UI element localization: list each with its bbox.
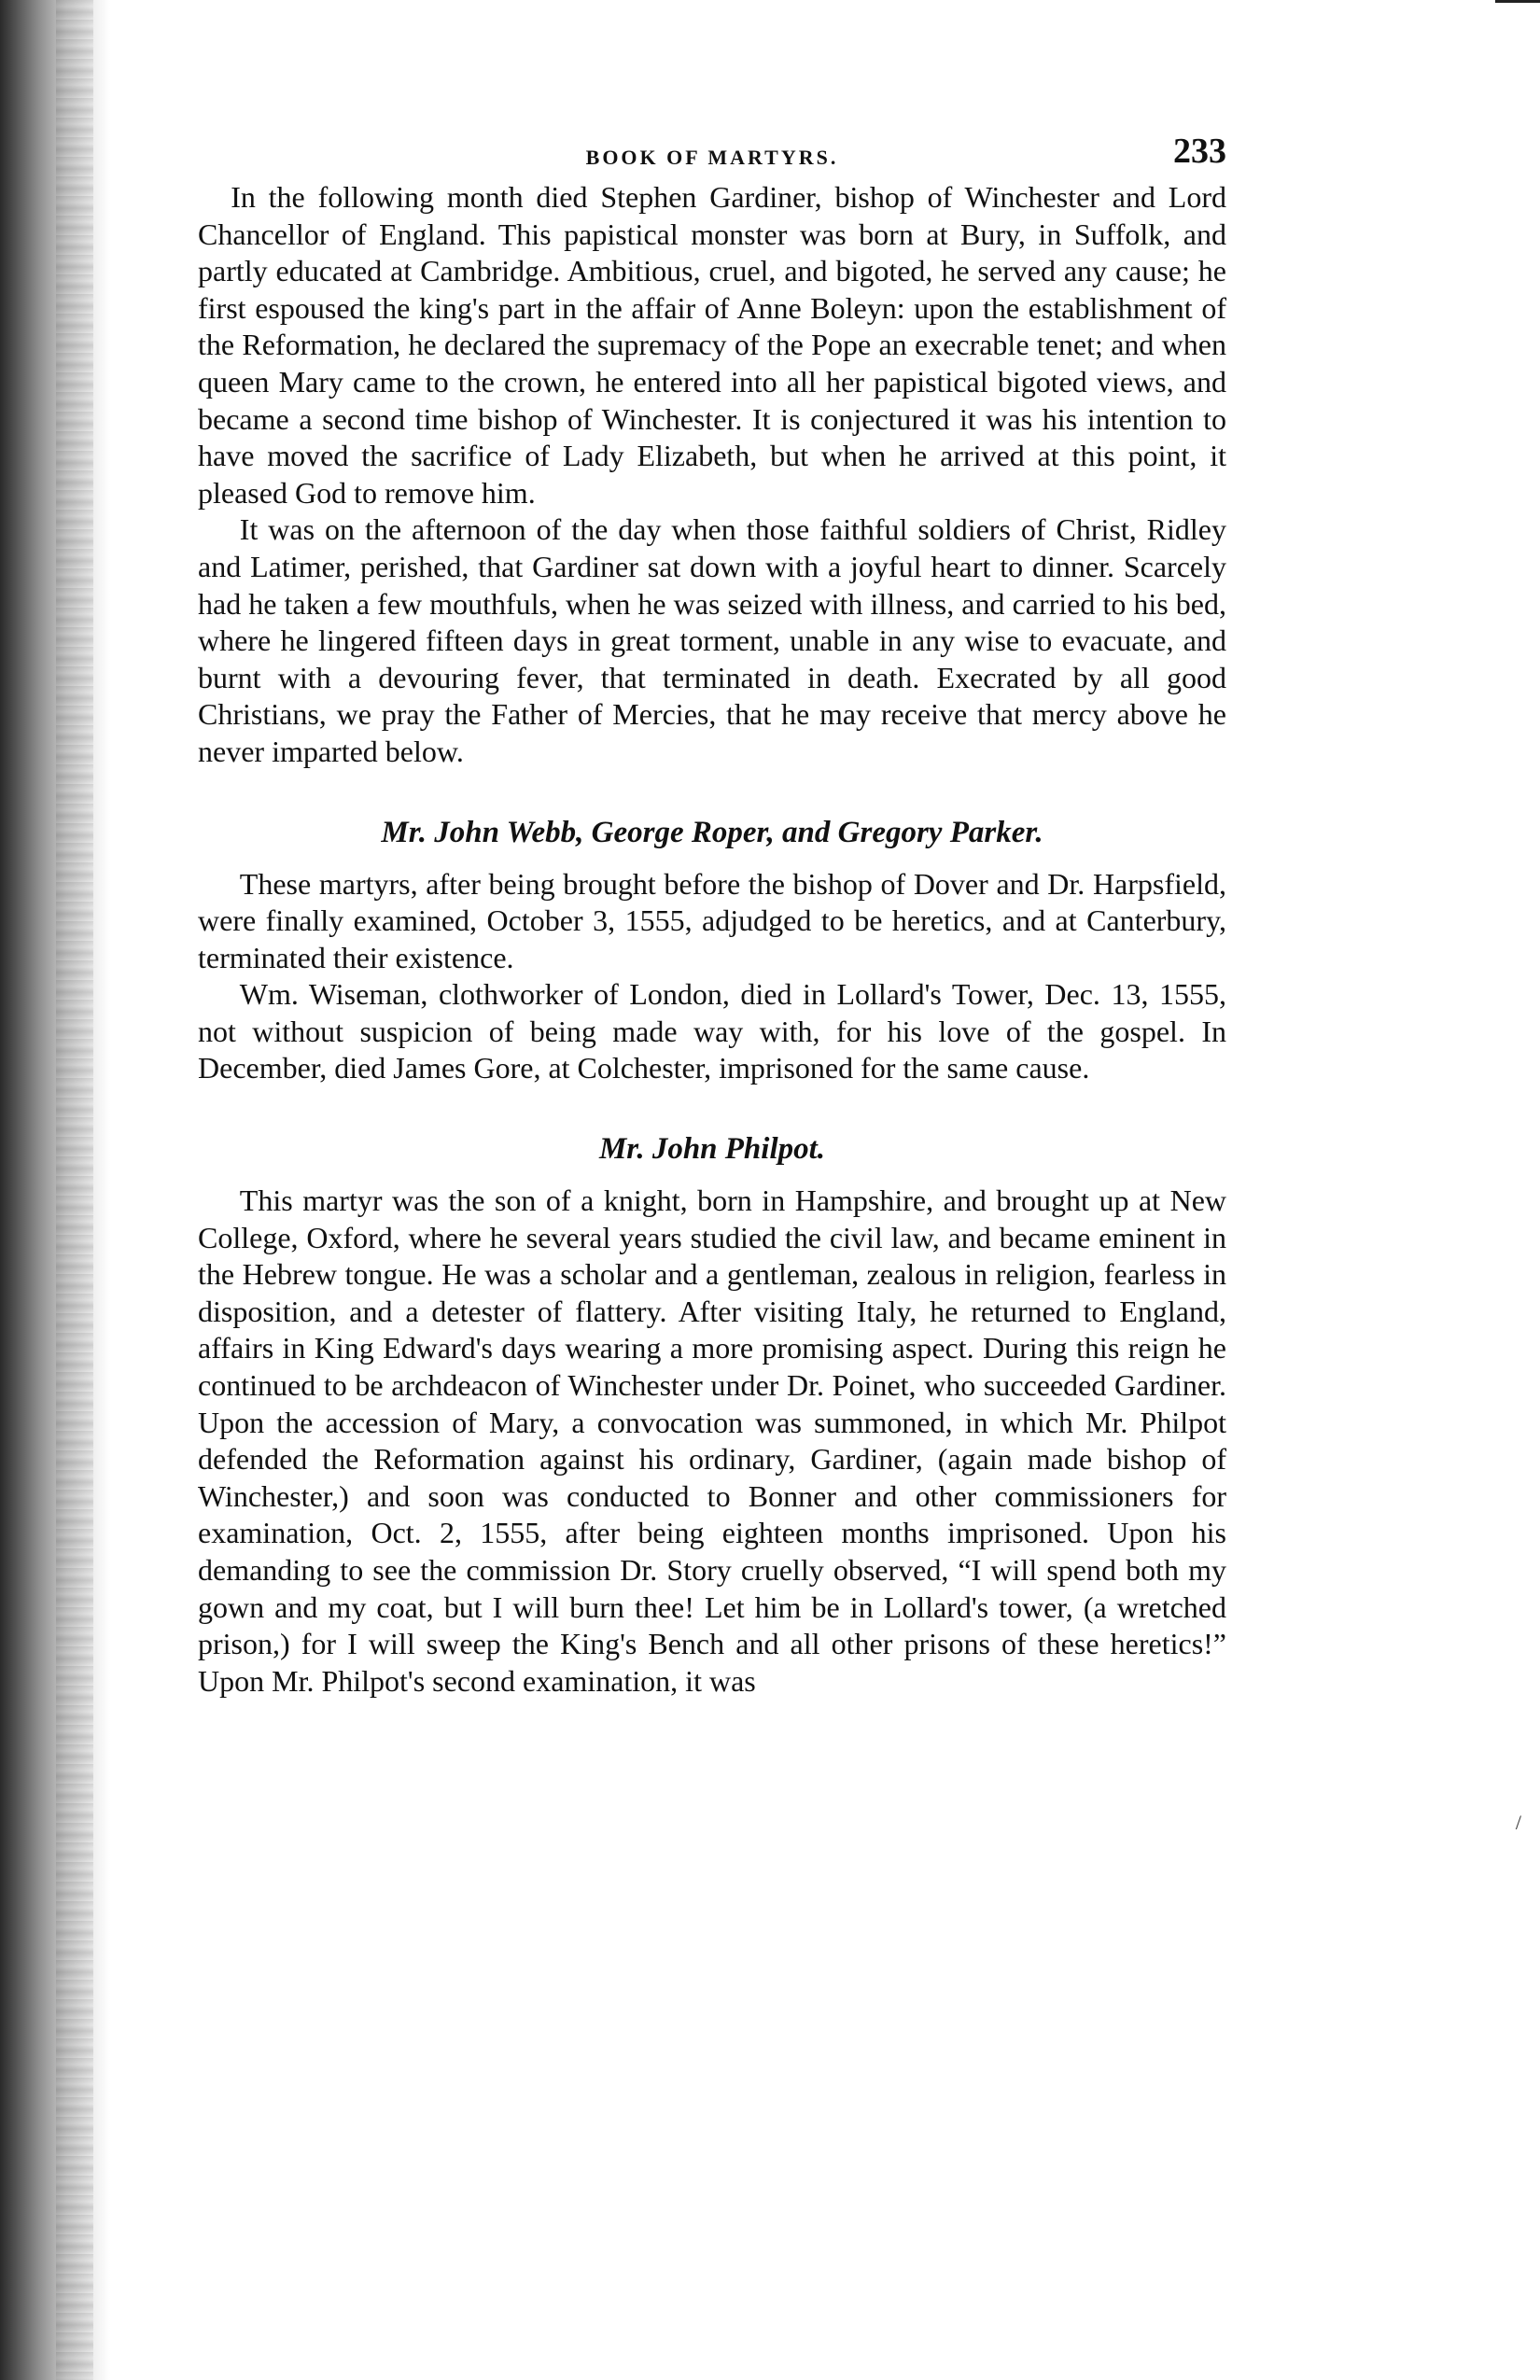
section-heading-philpot: Mr. John Philpot. [598, 1132, 826, 1167]
section-webb-roper-parker [198, 814, 1226, 1088]
binding-gutter-shadow [0, 0, 110, 2380]
section-heading-webb-roper-parker: Mr. John Webb, George Roper, and Gregory Parker. [381, 815, 1043, 849]
paragraph-gardiner-death: In the following month died Stephen Gardiner, bishop of Winchester and Lord Chancellor of England. This papistical monster was born at Bury, in Suffolk, and partly educated at Cambridge. Ambitious, cruel, and bigoted, he served any cause; he first espoused the king's part in the affair of Anne Boleyn: upon the establishment of the Reformation, he declared the supremacy of the Pope an execrable tenet; and when queen Mary came to the crown, he entered into all her papistical bigoted views, and became a second time bishop of Winchester. It is conjectured it was his intention to have moved the sacrifice of Lady Elizabeth, but when he arrived at this point, it pleased God to remove him. [198, 180, 1226, 510]
paragraph-wiseman-gore: Wm. Wiseman, clothworker of London, died in Lollard's Tower, Dec. 13, 1555, not without suspicion of being made way with, for his love of the gospel. In December, died James Gore, at Colchester, imprisoned for the same cause. [198, 977, 1226, 1085]
section-philpot [198, 1130, 1226, 1700]
paragraph-philpot: This martyr was the son of a knight, born in Hampshire, and brought up at New College, Oxford, where he several years studied the civil law, and became eminent in the Hebrew tongue. He was a scholar and a gentleman, zealous in religion, fearless in disposition, and a detester of flattery. After visiting Italy, he returned to England, affairs in King Edward's days wearing a more promising aspect. During this reign he continued to be archdeacon of Winchester under Dr. Poinet, who succeeded Gardiner. Upon the accession of Mary, a convocation was summoned, in which Mr. Philpot defended the Reformation against his ordinary, Gardiner, (again made bishop of Winchester,) and soon was conducted to Bonner and other commissioners for examination, Oct. 2, 1555, after being eighteen months imprisoned. Upon his demanding to see the commission Dr. Story cruelly observed, “I will spend both my gown and my coat, but I will burn thee! Let him be in Lollard's tower, (a wretched prison,) for I will sweep the King's Bench and all other prisons of these heretics!” Upon Mr. Philpot's second examination, it was [198, 1183, 1226, 1698]
paragraph-gardiner-illness: It was on the afternoon of the day when those faithful soldiers of Christ, Ridley and Latimer, perished, that Gardiner sat down with a joyful heart to dinner. Scarcely had he taken a few mouthfuls, when he was seized with illness, and carried to his bed, where he lingered fifteen days in great torment, unable in any wise to evacuate, and burnt with a devouring fever, that terminated in death. Execrated by all good Christians, we pray the Father of Mercies, that he may receive that mercy above he never imparted below. [198, 512, 1226, 768]
paragraph-canterbury-martyrs: These martyrs, after being brought before the bishop of Dover and Dr. Harpsfield, were finally examined, October 3, 1555, adjudged to be heretics, and at Canterbury, terminated their existence. [198, 866, 1226, 974]
section-gardiner [198, 179, 1226, 771]
margin-mark: / [1515, 1811, 1521, 1834]
running-title: BOOK OF MARTYRS. [585, 146, 839, 169]
page-number: 233 [1173, 132, 1226, 171]
page-text-block [198, 131, 1226, 1700]
binding-gutter-texture [56, 0, 93, 2380]
running-head [198, 131, 1226, 179]
corner-rule [1495, 0, 1540, 3]
